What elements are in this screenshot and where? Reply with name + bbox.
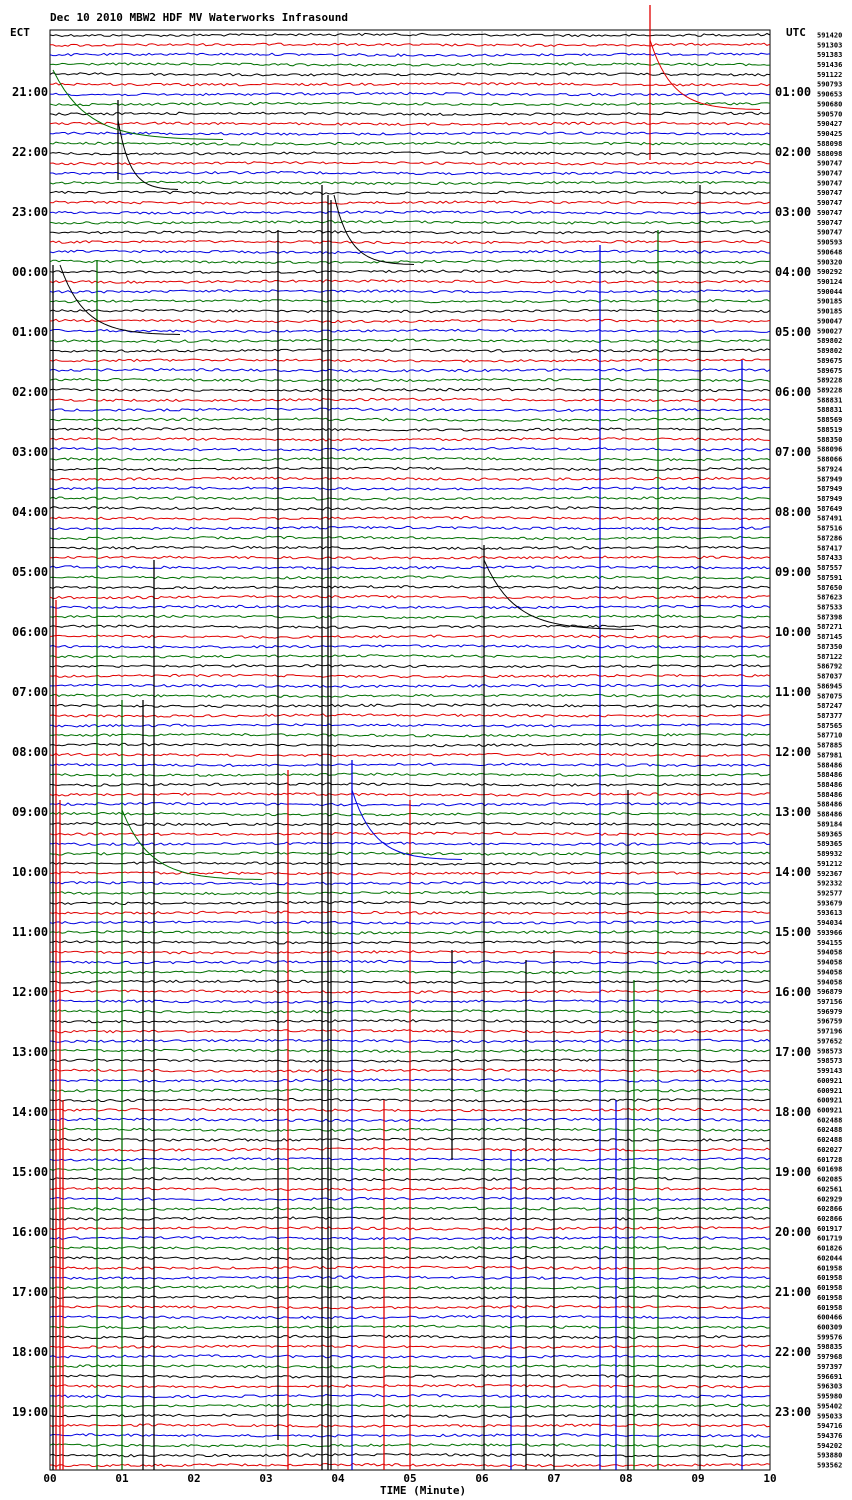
- trace-value-label: 591122: [817, 70, 843, 79]
- trace-value-label: 602488: [817, 1116, 843, 1125]
- right-hour-label: 06:00: [775, 385, 812, 399]
- trace-value-label: 587649: [817, 504, 843, 513]
- trace-value-label: 599143: [817, 1067, 843, 1075]
- decay-tail: [118, 120, 178, 190]
- trace-value-label: 592332: [817, 879, 843, 888]
- trace-value-label: 590320: [817, 258, 843, 267]
- left-hour-label: 14:00: [12, 1105, 49, 1119]
- trace-value-label: 590747: [817, 159, 843, 168]
- right-hour-label: 08:00: [775, 505, 812, 519]
- trace-value-label: 590185: [817, 307, 843, 316]
- trace-value-label: 587710: [817, 731, 843, 740]
- trace-value-label: 595980: [817, 1392, 843, 1401]
- trace-value-label: 594155: [817, 938, 843, 947]
- trace-value-label: 602085: [817, 1175, 843, 1184]
- left-hour-label: 17:00: [12, 1285, 49, 1299]
- trace-value-label: 587565: [817, 721, 843, 730]
- left-hour-labels: [12, 85, 48, 1419]
- trace-value-label: 596879: [817, 988, 843, 997]
- trace-value-label: 594716: [817, 1422, 843, 1431]
- right-hour-label: 13:00: [775, 805, 812, 819]
- trace-value-label: 601826: [817, 1244, 843, 1253]
- left-hour-label: 12:00: [12, 985, 49, 999]
- trace-value-label: 587247: [817, 702, 843, 711]
- trace-value-label: 590747: [817, 199, 843, 208]
- trace-value-label: 587350: [817, 642, 843, 651]
- trace-value-label: 596303: [817, 1382, 843, 1391]
- trace-value-label: 594058: [817, 968, 843, 977]
- right-hour-label: 02:00: [775, 145, 812, 159]
- trace-value-label: 593613: [817, 909, 843, 918]
- trace-value-label: 590292: [817, 268, 843, 277]
- trace-value-label: 602929: [817, 1195, 843, 1204]
- trace-value-label: 601958: [817, 1284, 843, 1292]
- trace-value-label: 590648: [817, 248, 843, 257]
- trace-value-label: 590747: [817, 228, 843, 237]
- trace-value-label: 589675: [817, 356, 843, 365]
- trace-value-label: 590593: [817, 238, 843, 247]
- trace-value-label: 587037: [817, 672, 843, 681]
- right-hour-label: 11:00: [775, 685, 812, 699]
- trace-value-label: 597968: [817, 1353, 843, 1362]
- left-hour-label: 07:00: [12, 685, 49, 699]
- trace-value-label: 588350: [817, 435, 843, 444]
- trace-value-label: 587949: [817, 495, 843, 503]
- trace-value-label: 594058: [817, 958, 843, 967]
- trace-value-label: 602027: [817, 1146, 843, 1154]
- trace-value-label: 595402: [817, 1402, 843, 1411]
- trace-value-label: 600921: [817, 1076, 843, 1085]
- trace-value-label: 587533: [817, 603, 843, 612]
- trace-value-label: 602866: [817, 1205, 843, 1214]
- trace-value-label: 590747: [817, 218, 843, 227]
- x-tick-label: 10: [763, 1472, 777, 1485]
- left-hour-label: 18:00: [12, 1345, 49, 1359]
- right-hour-label: 12:00: [775, 745, 812, 759]
- trace-value-label: 587286: [817, 534, 843, 543]
- trace-value-label: 594058: [817, 948, 843, 957]
- trace-value-label: 601719: [817, 1234, 843, 1243]
- left-axis-label: ECT: [10, 26, 30, 39]
- chart-title: Dec 10 2010 MBW2 HDF MV Waterworks Infrasound: [50, 11, 349, 24]
- trace-value-label: 587981: [817, 751, 843, 760]
- trace-value-label: 587949: [817, 475, 843, 484]
- trace-value-label: 593679: [817, 899, 843, 908]
- left-hour-label: 02:00: [12, 385, 49, 399]
- right-hour-labels: [775, 85, 811, 1419]
- decay-tail: [352, 790, 462, 860]
- trace-value-label: 589932: [817, 850, 843, 859]
- x-tick-label: 00: [43, 1472, 57, 1485]
- trace-value-label: 587591: [817, 573, 843, 582]
- trace-value-label: 590427: [817, 120, 843, 129]
- left-hour-label: 03:00: [12, 445, 49, 459]
- trace-value-label: 598573: [817, 1057, 843, 1066]
- trace-value-label: 595033: [817, 1412, 843, 1421]
- left-hour-label: 16:00: [12, 1225, 49, 1239]
- trace-value-label: 593966: [817, 929, 843, 937]
- trace-value-label: 602488: [817, 1136, 843, 1145]
- trace-value-label: 596979: [817, 1007, 843, 1016]
- trace-value-label: 588098: [817, 149, 843, 158]
- trace-value-label: 602044: [817, 1254, 843, 1263]
- right-hour-label: 18:00: [775, 1105, 812, 1119]
- trace-value-label: 591420: [817, 31, 843, 40]
- left-hour-label: 19:00: [12, 1405, 49, 1419]
- trace-value-label: 587398: [817, 613, 843, 622]
- left-hour-label: 22:00: [12, 145, 49, 159]
- trace-value-label: 597397: [817, 1362, 843, 1371]
- right-hour-label: 01:00: [775, 85, 812, 99]
- trace-value-label: 590124: [817, 278, 843, 286]
- left-hour-label: 04:00: [12, 505, 49, 519]
- x-tick-label: 03: [259, 1472, 273, 1485]
- right-hour-label: 16:00: [775, 985, 812, 999]
- trace-value-label: 590793: [817, 80, 843, 89]
- trace-value-label: 588486: [817, 781, 843, 789]
- trace-value-label: 586945: [817, 682, 843, 691]
- trace-value-label: 588569: [817, 416, 843, 425]
- spike-lines: [53, 5, 760, 1470]
- left-hour-label: 01:00: [12, 325, 49, 339]
- trace-value-label: 588486: [817, 810, 843, 819]
- right-hour-label: 21:00: [775, 1285, 812, 1299]
- decay-tail: [484, 560, 634, 630]
- right-hour-label: 07:00: [775, 445, 812, 459]
- trace-value-label: 590047: [817, 317, 843, 326]
- trace-value-label: 594376: [817, 1432, 843, 1440]
- left-hour-label: 11:00: [12, 925, 49, 939]
- trace-value-label: 591212: [817, 859, 843, 868]
- trace-value-label: 589184: [817, 820, 843, 829]
- right-hour-label: 19:00: [775, 1165, 812, 1179]
- trace-value-label: 601728: [817, 1155, 843, 1164]
- trace-value-label: 597196: [817, 1027, 843, 1036]
- trace-value-label: 587650: [817, 583, 843, 592]
- right-hour-label: 20:00: [775, 1225, 812, 1239]
- trace-value-label: 590425: [817, 130, 843, 139]
- trace-value-label: 598573: [817, 1047, 843, 1056]
- left-hour-label: 10:00: [12, 865, 49, 879]
- trace-value-label: 587122: [817, 652, 843, 661]
- right-hour-label: 14:00: [775, 865, 812, 879]
- trace-value-label: 587516: [817, 524, 843, 533]
- trace-value-label: 592577: [817, 889, 843, 898]
- x-tick-label: 09: [691, 1472, 705, 1485]
- trace-value-labels: [817, 31, 842, 1469]
- trace-value-label: 601958: [817, 1264, 843, 1273]
- trace-value-label: 587924: [817, 465, 843, 474]
- trace-value-label: 592367: [817, 869, 843, 878]
- trace-value-label: 587557: [817, 564, 843, 572]
- trace-value-label: 590044: [817, 287, 843, 296]
- right-hour-label: 05:00: [775, 325, 812, 339]
- trace-value-label: 594058: [817, 978, 843, 987]
- trace-value-label: 588831: [817, 406, 843, 415]
- trace-value-label: 596691: [817, 1372, 843, 1381]
- x-tick-label: 08: [619, 1472, 633, 1485]
- right-axis-label: UTC: [786, 26, 806, 39]
- trace-value-label: 590653: [817, 90, 843, 99]
- trace-value-label: 600466: [817, 1313, 843, 1322]
- left-hour-label: 21:00: [12, 85, 49, 99]
- x-axis-label: TIME (Minute): [380, 1484, 467, 1497]
- trace-value-label: 587885: [817, 741, 843, 750]
- trace-value-label: 600921: [817, 1086, 843, 1095]
- trace-value-label: 602561: [817, 1185, 843, 1194]
- trace-value-label: 601698: [817, 1165, 843, 1174]
- trace-value-label: 590747: [817, 169, 843, 178]
- x-tick-label: 02: [187, 1472, 201, 1485]
- right-hour-label: 15:00: [775, 925, 812, 939]
- left-hour-label: 08:00: [12, 745, 49, 759]
- trace-value-label: 601958: [817, 1303, 843, 1312]
- right-hour-label: 09:00: [775, 565, 812, 579]
- trace-value-label: 589228: [817, 376, 843, 385]
- trace-value-label: 593880: [817, 1451, 843, 1460]
- trace-value-label: 594034: [817, 919, 843, 928]
- right-hour-label: 04:00: [775, 265, 812, 279]
- trace-value-label: 601958: [817, 1293, 843, 1302]
- trace-value-label: 598835: [817, 1343, 843, 1352]
- left-hour-label: 23:00: [12, 205, 49, 219]
- trace-value-label: 589228: [817, 386, 843, 395]
- trace-value-label: 601958: [817, 1274, 843, 1283]
- x-tick-label: 04: [331, 1472, 345, 1485]
- trace-value-label: 588519: [817, 426, 843, 434]
- trace-value-label: 587433: [817, 554, 843, 563]
- trace-value-label: 590570: [817, 110, 843, 119]
- right-hour-label: 17:00: [775, 1045, 812, 1059]
- trace-value-label: 588486: [817, 771, 843, 780]
- trace-value-label: 590027: [817, 327, 843, 336]
- trace-value-label: 597652: [817, 1037, 843, 1046]
- trace-value-label: 587145: [817, 633, 843, 642]
- trace-value-label: 588486: [817, 790, 843, 799]
- trace-value-label: 589365: [817, 830, 843, 839]
- left-hour-label: 05:00: [12, 565, 49, 579]
- left-hour-label: 09:00: [12, 805, 49, 819]
- trace-value-label: 594202: [817, 1441, 843, 1450]
- trace-value-label: 588098: [817, 139, 843, 148]
- trace-value-label: 588096: [817, 445, 843, 454]
- x-tick-label: 05: [403, 1472, 417, 1485]
- left-hour-label: 13:00: [12, 1045, 49, 1059]
- trace-value-label: 600309: [817, 1323, 843, 1332]
- trace-value-label: 588486: [817, 761, 843, 770]
- trace-value-label: 587377: [817, 712, 843, 720]
- trace-value-label: 587949: [817, 485, 843, 494]
- decay-tail: [60, 265, 180, 335]
- trace-value-label: 590747: [817, 189, 843, 198]
- trace-value-label: 588831: [817, 396, 843, 405]
- trace-value-label: 587491: [817, 514, 843, 523]
- trace-value-label: 600921: [817, 1106, 843, 1115]
- trace-value-label: 591303: [817, 41, 843, 50]
- trace-value-label: 602488: [817, 1126, 843, 1135]
- x-tick-label: 01: [115, 1472, 129, 1485]
- left-hour-label: 06:00: [12, 625, 49, 639]
- left-hour-label: 00:00: [12, 265, 49, 279]
- trace-value-label: 586792: [817, 662, 843, 671]
- trace-value-label: 589365: [817, 840, 843, 849]
- x-tick-label: 07: [547, 1472, 561, 1485]
- trace-value-label: 600921: [817, 1096, 843, 1105]
- x-tick-label: 06: [475, 1472, 489, 1485]
- trace-value-label: 597156: [817, 998, 843, 1006]
- trace-value-label: 587623: [817, 593, 843, 602]
- right-hour-label: 23:00: [775, 1405, 812, 1419]
- right-hour-label: 03:00: [775, 205, 812, 219]
- trace-value-label: 599576: [817, 1333, 843, 1342]
- trace-value-label: 590747: [817, 209, 843, 217]
- trace-value-label: 587271: [817, 623, 843, 632]
- trace-value-label: 587417: [817, 544, 843, 553]
- trace-value-label: 590185: [817, 297, 843, 306]
- trace-value-label: 593562: [817, 1461, 843, 1470]
- trace-value-label: 588486: [817, 800, 843, 809]
- trace-value-label: 591383: [817, 51, 843, 60]
- trace-value-label: 602866: [817, 1215, 843, 1223]
- right-hour-label: 10:00: [775, 625, 812, 639]
- trace-value-label: 589802: [817, 347, 843, 355]
- trace-value-label: 587075: [817, 692, 843, 701]
- left-hour-label: 15:00: [12, 1165, 49, 1179]
- trace-value-label: 589675: [817, 366, 843, 375]
- right-hour-label: 22:00: [775, 1345, 812, 1359]
- trace-value-label: 590747: [817, 179, 843, 188]
- trace-value-label: 590680: [817, 100, 843, 109]
- trace-value-label: 596759: [817, 1017, 843, 1026]
- trace-value-label: 591436: [817, 61, 843, 69]
- trace-value-label: 588066: [817, 455, 843, 464]
- trace-value-label: 601917: [817, 1224, 843, 1233]
- trace-value-label: 589802: [817, 337, 843, 346]
